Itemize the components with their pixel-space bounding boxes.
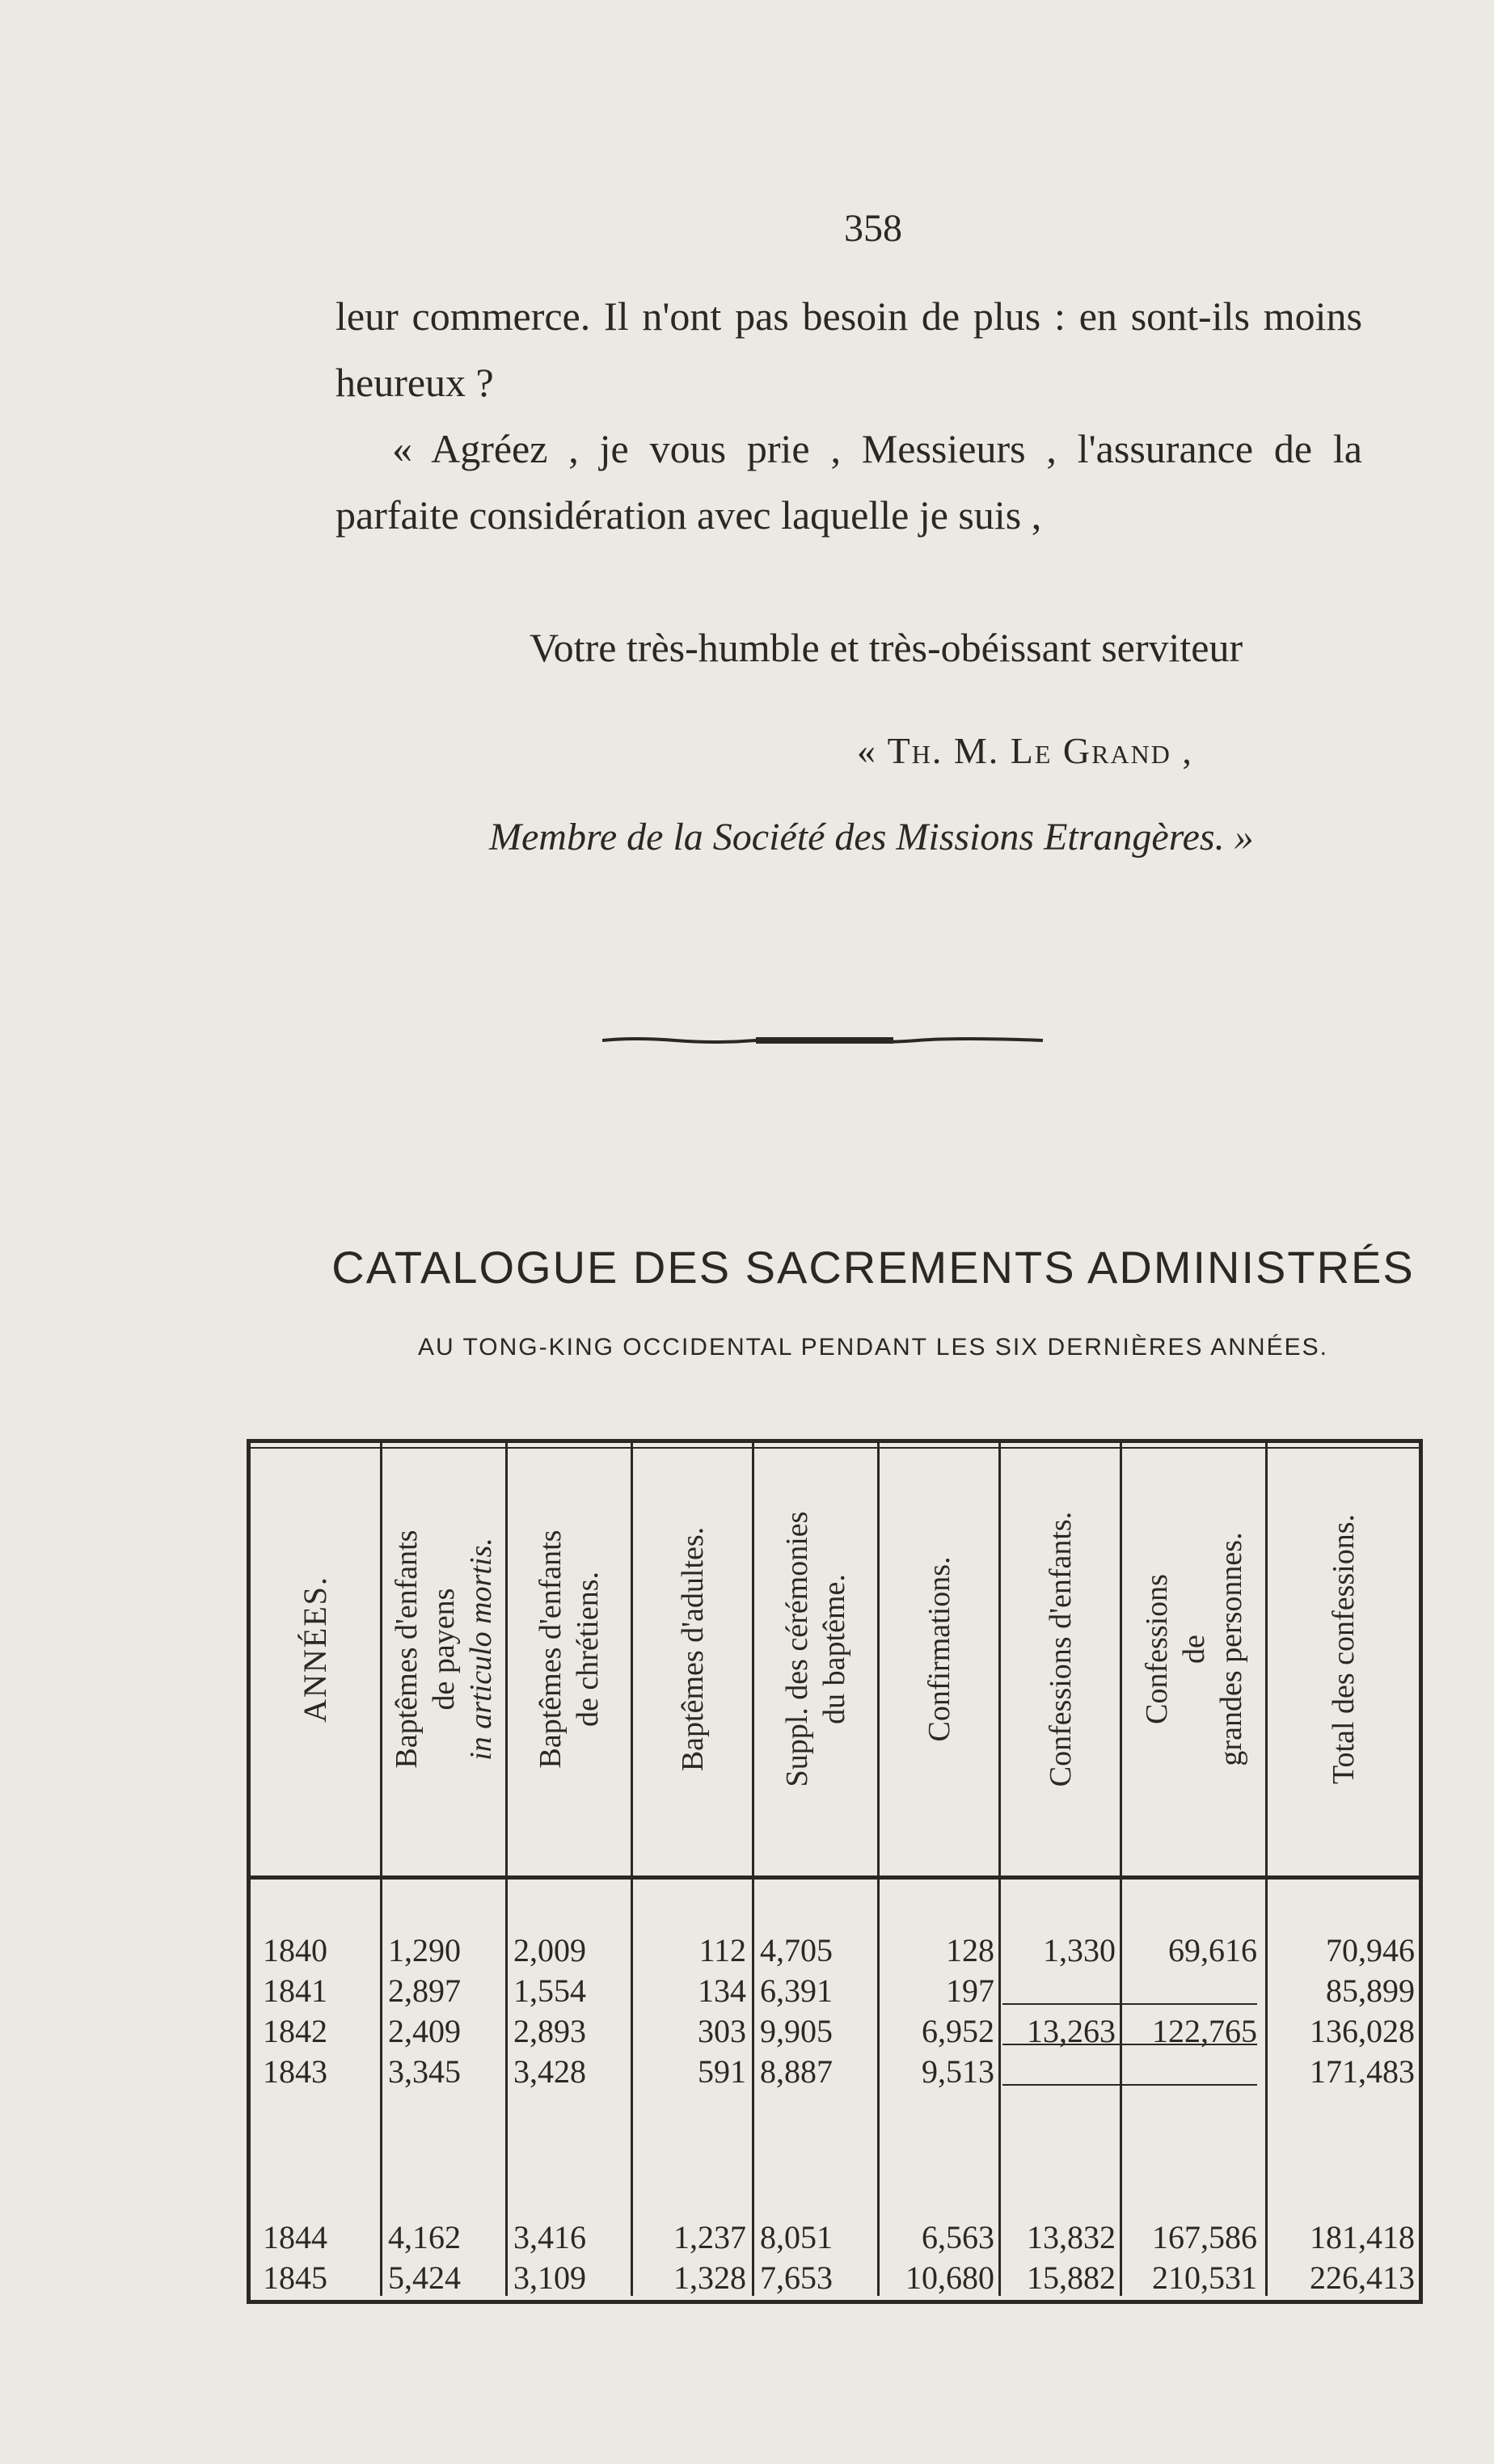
cell-pagan: 2,409 [388, 2013, 461, 2049]
cell-year: 1843 [263, 2053, 327, 2090]
cell-ceremonies: 4,705 [760, 1932, 833, 1968]
cell-adult: 591 [698, 2053, 746, 2090]
cell-pagan: 2,897 [388, 1972, 461, 2009]
cell-confirmations: 10,680 [905, 2259, 994, 2296]
paragraph-2: « Agréez , je vous prie , Messieurs , l'assurance de la parfaite considération avec laquelle je suis , [336, 426, 1362, 538]
header-adult-baptisms: Baptêmes d'adultes. [675, 1526, 710, 1772]
cell-confirmations: 128 [946, 1932, 994, 1968]
cell-year: 1840 [263, 1932, 327, 1968]
header-years: ANNÉES. [297, 1576, 333, 1723]
catalogue-subtitle: AU TONG-KING OCCIDENTAL PENDANT LES SIX DERNIÈRES ANNÉES. [418, 1334, 1328, 1361]
cell-pagan: 1,290 [388, 1932, 461, 1968]
cell-total: 226,413 [1310, 2259, 1415, 2296]
cell-child-confessions: 13,832 [1027, 2219, 1116, 2255]
cell-pagan: 5,424 [388, 2259, 461, 2296]
cell-year: 1844 [263, 2219, 327, 2255]
closing-line: Votre très-humble et très-obéissant serviteur [530, 625, 1243, 670]
signer-name: « Th. M. Le Grand , [857, 730, 1193, 771]
cell-ceremonies: 9,905 [760, 2013, 833, 2049]
cell-year: 1845 [263, 2259, 327, 2296]
cell-christian: 2,009 [513, 1932, 586, 1968]
cell-adult: 1,237 [673, 2219, 746, 2255]
cell-christian: 3,428 [513, 2053, 586, 2090]
header-christian-baptisms: Baptêmes d'enfants de chrétiens. [534, 1529, 605, 1769]
cell-total: 70,946 [1326, 1932, 1415, 1968]
cell-total: 136,028 [1310, 2013, 1415, 2049]
cell-child-confessions: 15,882 [1027, 2259, 1116, 2296]
cell-ceremonies: 7,653 [760, 2259, 833, 2296]
header-total-confessions: Total des confessions. [1326, 1513, 1361, 1785]
cell-pagan: 4,162 [388, 2219, 461, 2255]
cell-adult: 112 [698, 1932, 746, 1968]
cell-confirmations: 6,952 [922, 2013, 994, 2049]
cell-christian: 2,893 [513, 2013, 586, 2049]
body-text [336, 283, 1362, 548]
header-confirmations: Confirmations. [922, 1556, 956, 1742]
cell-adult-confessions: 69,616 [1168, 1932, 1257, 1968]
cell-confirmations: 6,563 [922, 2219, 994, 2255]
cell-ceremonies: 8,051 [760, 2219, 833, 2255]
ornament-rule [602, 1036, 1043, 1045]
cell-christian: 3,109 [513, 2259, 586, 2296]
cell-adult: 303 [698, 2013, 746, 2049]
cell-ceremonies: 8,887 [760, 2053, 833, 2090]
cell-confirmations: 9,513 [922, 2053, 994, 2090]
cell-christian: 1,554 [513, 1972, 586, 2009]
page-number: 358 [844, 207, 902, 250]
cell-total: 181,418 [1310, 2219, 1415, 2255]
cell-adult-confessions: 210,531 [1152, 2259, 1257, 2296]
header-child-confessions: Confessions d'enfants. [1043, 1511, 1078, 1787]
cell-child-confessions: 13,263 [1027, 2013, 1116, 2049]
cell-year: 1842 [263, 2013, 327, 2049]
cell-year: 1841 [263, 1972, 327, 2009]
cell-adult-confessions: 122,765 [1152, 2013, 1257, 2049]
header-pagan-baptisms: Baptêmes d'enfants de payens in articulo mortis. [390, 1529, 498, 1769]
header-adult-confessions: Confessions de grandes personnes. [1139, 1532, 1248, 1766]
cell-total: 171,483 [1310, 2053, 1415, 2090]
signer-title: Membre de la Société des Missions Etrangères. » [489, 816, 1254, 859]
paragraph-1: leur commerce. Il n'ont pas besoin de plus : en sont-ils moins heureux ? [336, 293, 1362, 405]
catalogue-title: CATALOGUE DES SACREMENTS ADMINISTRÉS [331, 1242, 1415, 1293]
cell-child-confessions: 1,330 [1043, 1932, 1116, 1968]
cell-confirmations: 197 [946, 1972, 994, 2009]
sacraments-table [247, 1439, 1423, 2308]
cell-adult: 1,328 [673, 2259, 746, 2296]
cell-pagan: 3,345 [388, 2053, 461, 2090]
cell-ceremonies: 6,391 [760, 1972, 833, 2009]
header-ceremonies: Suppl. des cérémonies du baptême. [780, 1511, 851, 1787]
cell-total: 85,899 [1326, 1972, 1415, 2009]
cell-adult-confessions: 167,586 [1152, 2219, 1257, 2255]
cell-adult: 134 [698, 1972, 746, 2009]
cell-christian: 3,416 [513, 2219, 586, 2255]
